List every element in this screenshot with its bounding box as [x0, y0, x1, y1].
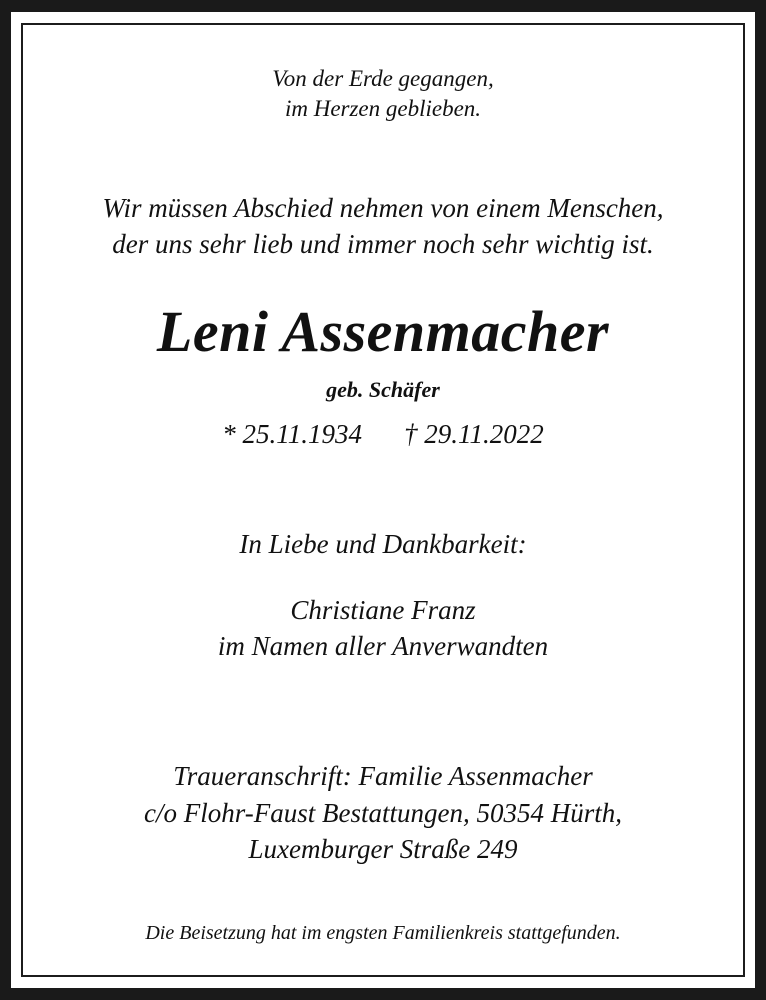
- motto-line-2: im Herzen geblieben.: [284, 96, 482, 121]
- address-line-2: c/o Flohr-Faust Bestattungen, 50354 Hürth,: [144, 798, 622, 828]
- signer-name: Christiane Franz: [290, 595, 476, 625]
- address-line-1: Traueranschrift: Familie Assenmacher: [173, 761, 593, 791]
- intro-line-2: der uns sehr lieb und immer noch sehr wichtig ist.: [112, 229, 654, 259]
- birth-name: geb. Schäfer: [326, 377, 440, 402]
- deceased-name: Leni Assenmacher: [156, 299, 610, 364]
- death-date: † 29.11.2022: [404, 419, 544, 449]
- signer-note: im Namen aller Anverwandten: [217, 631, 549, 661]
- thanks-line: In Liebe und Dankbarkeit:: [239, 529, 527, 559]
- obituary-notice: [11, 12, 755, 988]
- motto-line-1: Von der Erde gegangen,: [272, 66, 494, 91]
- intro-line-1: Wir müssen Abschied nehmen von einem Menschen,: [102, 193, 664, 223]
- address-line-3: Luxemburger Straße 249: [248, 834, 518, 864]
- life-dates: [11, 417, 755, 451]
- burial-note: Die Beisetzung hat im engsten Familienkreis stattgefunden.: [145, 922, 621, 944]
- birth-date: * 25.11.1934: [222, 419, 362, 449]
